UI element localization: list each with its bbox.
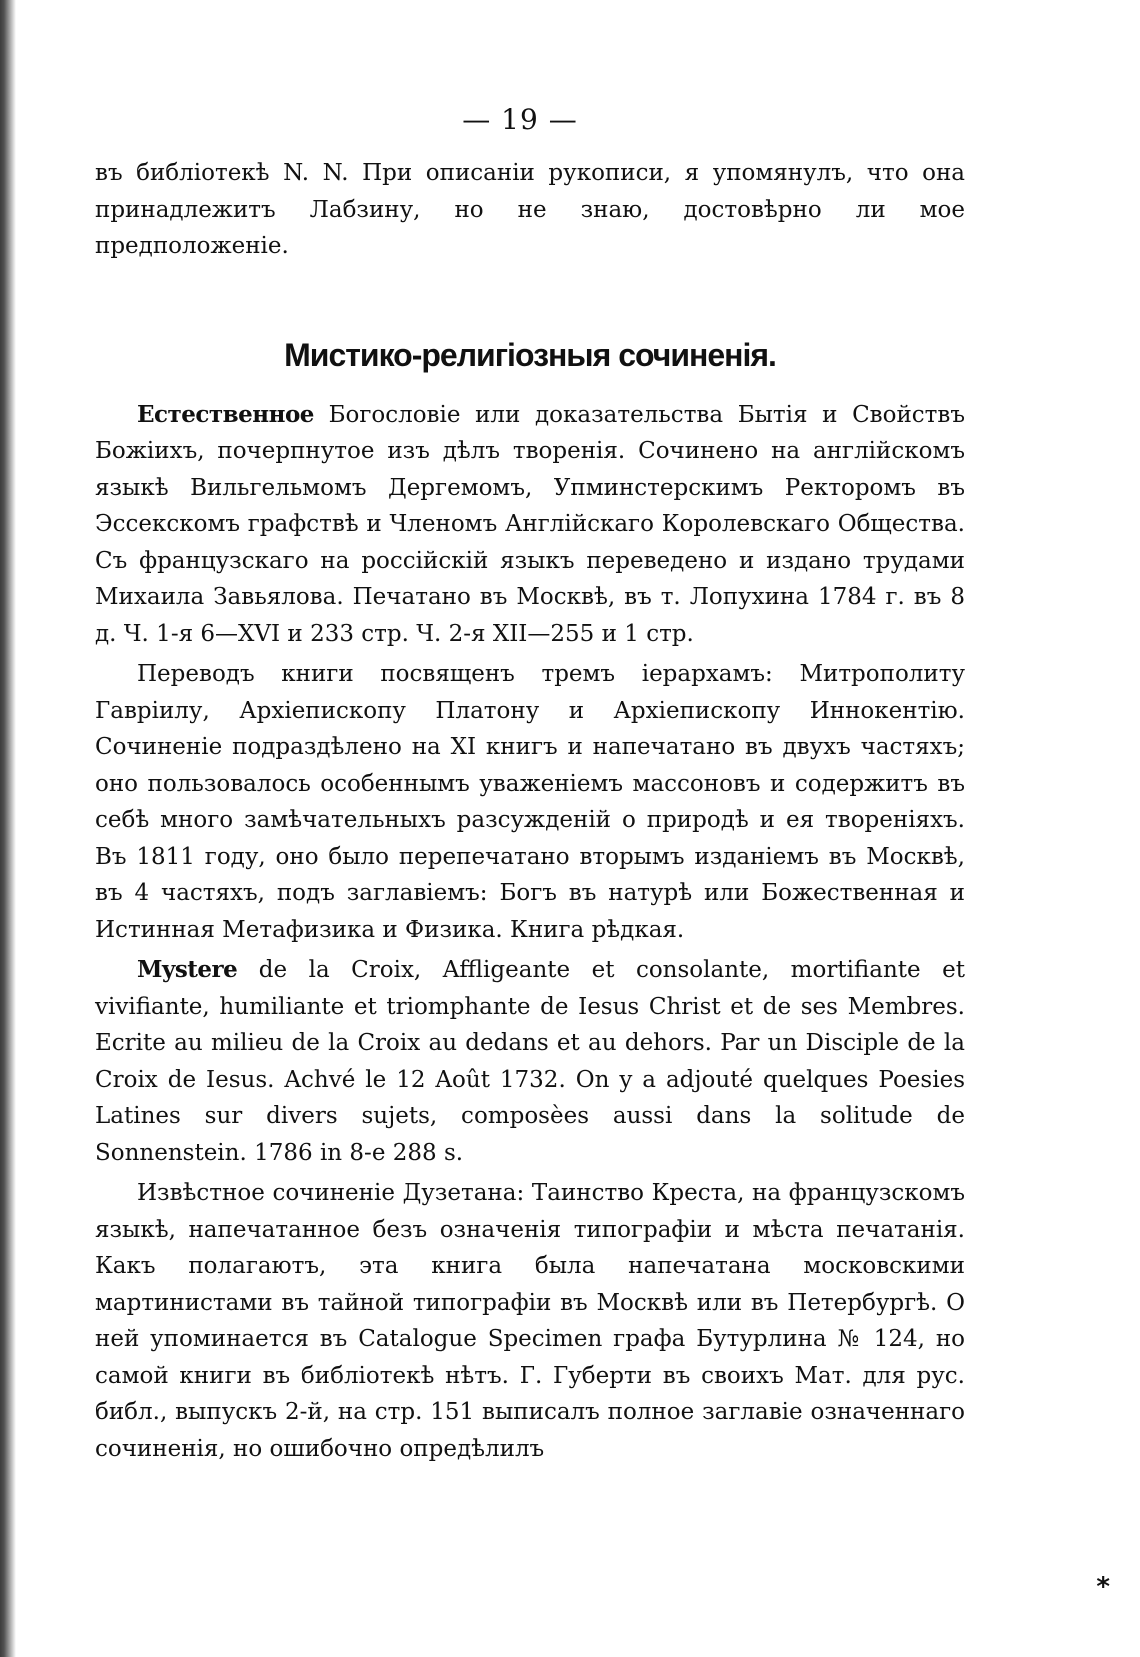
section-heading: Мистико-религіозныя сочиненія.: [284, 336, 776, 373]
footer-signature-mark: *: [1096, 1572, 1110, 1602]
entry-lead-word: Mystere: [137, 956, 238, 983]
entry-text: Богословіе или доказательства Бытія и Свойствъ Божіихъ, почерпнутое изъ дѣлъ творенія. Сочинено на англійскомъ языкѣ Вильгельмомъ Дергемомъ, Упминстерскимъ Ректоромъ въ Эссекскомъ графствѣ и Членомъ Англійскаго Королевскаго Общества. Съ французскаго на россійскій языкъ переведено и издано трудами Михаила Завьялова. Печатано въ Москвѣ, въ т. Лопухина 1784 г. въ 8 д. Ч. 1-я 6—XVI и 233 стр. Ч. 2-я XII—255 и 1 стр.: [95, 401, 965, 647]
page-number: — 19 —: [462, 103, 578, 136]
entry-paragraph-3: [95, 952, 965, 1171]
entry-text: de la Croix, Affligeante et consolante, mortifiante et vivifiante, humiliante et triomphante de Iesus Christ et de ses Membres. Ecrite au milieu de la Croix au dedans et au dehors. Par un Disciple de la Croix de Iesus. Achvé le 12 Août 1732. On y a adjouté quelques Poesies Latines sur divers sujets, composèes aussi dans la solitude de Sonnenstein. 1786 in 8-е 288 s.: [95, 957, 965, 1166]
entry-text: Извѣстное сочиненіе Дузетана: Таинство Креста, на французскомъ языкѣ, напечатанное безъ означенія типографіи и мѣста печатанія. Какъ полагаютъ, эта книга была напечатана московскими мартинистами въ тайной типографіи въ Москвѣ или въ Петербургѣ. О ней упоминается въ Catalogue Specimen графа Бутурлина № 124, но самой книги въ библіотекѣ нѣтъ. Г. Губерти въ своихъ Мат. для рус. библ., выпускъ 2-й, на стр. 151 выписалъ полное заглавіе означеннаго сочиненія, но ошибочно опредѣлилъ: [95, 1180, 965, 1462]
entry-paragraph-4: [95, 1175, 965, 1467]
entry-paragraph-2: [95, 656, 965, 948]
intro-paragraph: въ библіотекѣ N. N. При описаніи рукописи, я упомянулъ, что она принадлежитъ Лабзину, но не знаю, достовѣрно ли мое предположеніе.: [95, 160, 965, 259]
scan-edge-shadow: [0, 0, 16, 1657]
entry-text: Переводъ книги посвященъ тремъ іерархамъ: Митрополиту Гаврiилу, Архіепископу Платону и Архіепископу Иннокентію. Сочиненіе подраздѣлено на XI книгъ и напечатано въ двухъ частяхъ; оно пользовалось особеннымъ уваженіемъ массоновъ и содержитъ въ себѣ много замѣчательныхъ разсужденій о природѣ и ея твореніяхъ. Въ 1811 году, оно было перепечатано вторымъ изданіемъ въ Москвѣ, въ 4 частяхъ, подъ заглавіемъ: Богъ въ натурѣ или Божественная и Истинная Метафизика и Физика. Книга рѣдкая.: [95, 661, 965, 943]
entry-paragraph-1: [95, 397, 965, 653]
entry-lead-word: Естественное: [137, 400, 314, 428]
document-page: [95, 95, 965, 1467]
